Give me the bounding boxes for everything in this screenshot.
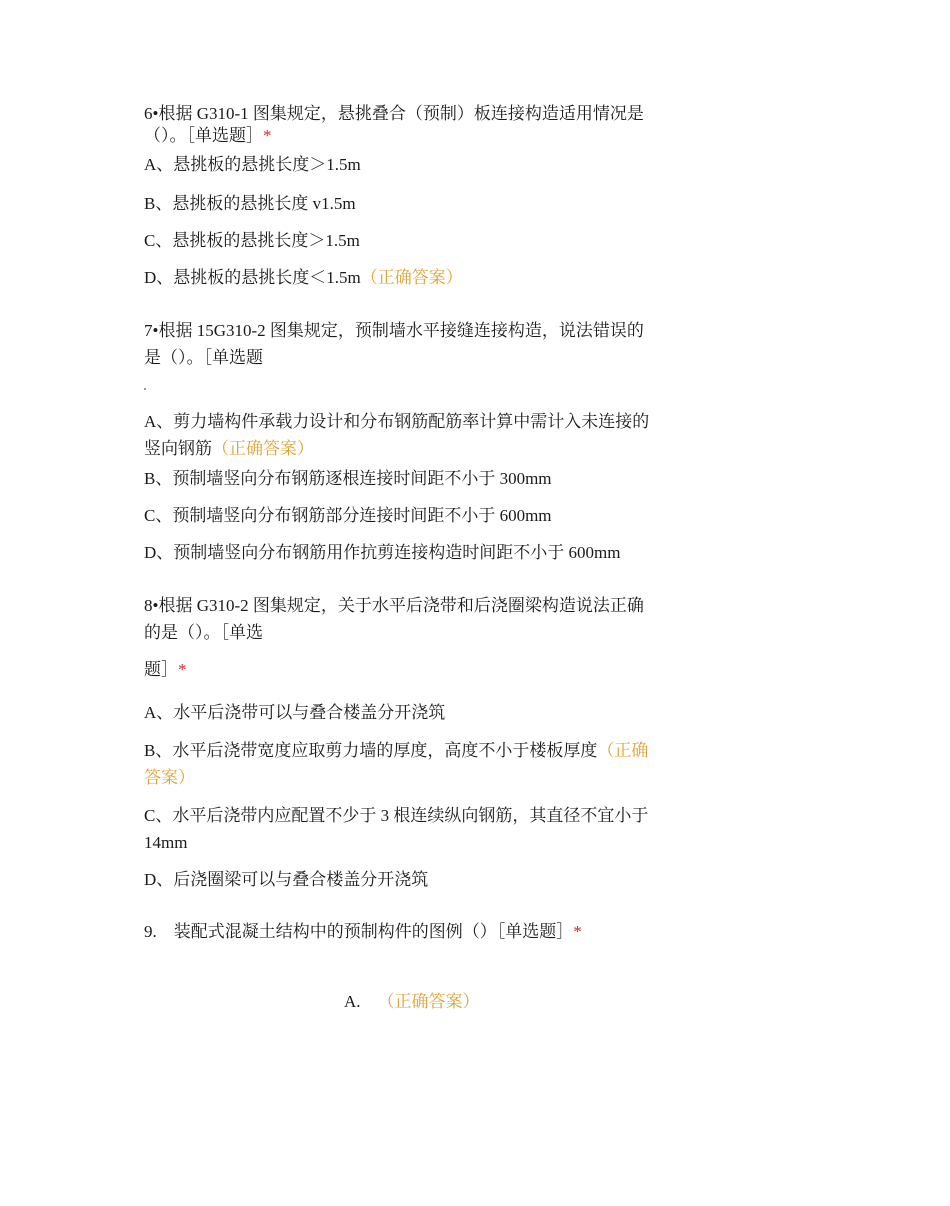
- q7-option-c[interactable]: C、预制墙竖向分布钢筋部分连接时间距不小于 600mm: [144, 506, 552, 525]
- q7-stem-line1: 7•根据 15G310-2 图集规定，预制墙水平接缝连接构造，说法错误的: [144, 321, 644, 340]
- q7-option-a-text: 竖向钢筋: [144, 439, 212, 458]
- q7-option-a-line2[interactable]: [144, 436, 314, 462]
- q8-option-d[interactable]: D、后浇圈梁可以与叠合楼盖分开浇筑: [144, 870, 429, 889]
- correct-answer-label-part2: 答案）: [144, 768, 195, 787]
- q6-stem-line1: 6•根据 G310-1 图集规定，悬挑叠合（预制）板连接构造适用情况是: [144, 104, 644, 123]
- q9-spacer: [157, 922, 174, 941]
- q7-option-a-line1[interactable]: A、剪力墙构件承载力设计和分布钢筋配筋率计算中需计入未连接的: [144, 412, 650, 431]
- q7-option-b[interactable]: B、预制墙竖向分布钢筋逐根连接时间距不小于 300mm: [144, 469, 552, 488]
- correct-answer-label: （正确答案）: [377, 992, 480, 1011]
- q8-stem-line2: 的是（）。［单选: [144, 623, 263, 642]
- q8-stem-line3: [144, 657, 187, 683]
- q9-option-a[interactable]: [344, 989, 480, 1015]
- q6-option-b[interactable]: B、悬挑板的悬挑长度 v1.5m: [144, 194, 356, 213]
- stray-dot: [144, 388, 146, 390]
- q6-option-d[interactable]: [144, 265, 463, 291]
- q9-number: 9.: [144, 922, 157, 941]
- q8-option-b-line2[interactable]: [144, 765, 195, 791]
- q8-option-c-line2[interactable]: 14mm: [144, 833, 188, 852]
- q8-option-b-text: B、水平后浇带宽度应取剪力墙的厚度，高度不小于楼板厚度: [144, 741, 598, 760]
- q8-option-a[interactable]: A、水平后浇带可以与叠合楼盖分开浇筑: [144, 703, 446, 722]
- q8-option-c-line1[interactable]: C、水平后浇带内应配置不少于 3 根连续纵向钢筋，其直径不宜小于: [144, 806, 649, 825]
- q8-stem-text: 题］: [144, 660, 178, 679]
- required-mark: *: [263, 126, 272, 145]
- q8-stem-line1: 8•根据 G310-2 图集规定，关于水平后浇带和后浇圈梁构造说法正确: [144, 596, 644, 615]
- q6-stem-line2: [144, 123, 272, 149]
- q8-option-b-line1[interactable]: [144, 738, 648, 764]
- q9-text: 装配式混凝土结构中的预制构件的图例（）［单选题］: [173, 922, 574, 941]
- q9-stem: [144, 919, 582, 945]
- correct-answer-label: （正确答案）: [360, 268, 463, 287]
- required-mark: *: [178, 660, 187, 679]
- q9-option-a-label: A.: [344, 992, 361, 1011]
- correct-answer-label: （正确答案）: [212, 439, 314, 458]
- q9-option-a-spacer: [361, 992, 378, 1011]
- q7-option-d[interactable]: D、预制墙竖向分布钢筋用作抗剪连接构造时间距不小于 600mm: [144, 543, 621, 562]
- q6-option-a[interactable]: A、悬挑板的悬挑长度＞1.5m: [144, 155, 361, 174]
- q6-option-c[interactable]: C、悬挑板的悬挑长度＞1.5m: [144, 231, 360, 250]
- q6-option-d-text: D、悬挑板的悬挑长度＜1.5m: [144, 268, 361, 287]
- q7-stem-line2: 是（）。［单选题: [144, 348, 263, 367]
- required-mark: *: [573, 922, 582, 941]
- correct-answer-label-part1: （正确: [597, 741, 649, 760]
- q6-stem-text: （）。［单选题］: [144, 126, 263, 145]
